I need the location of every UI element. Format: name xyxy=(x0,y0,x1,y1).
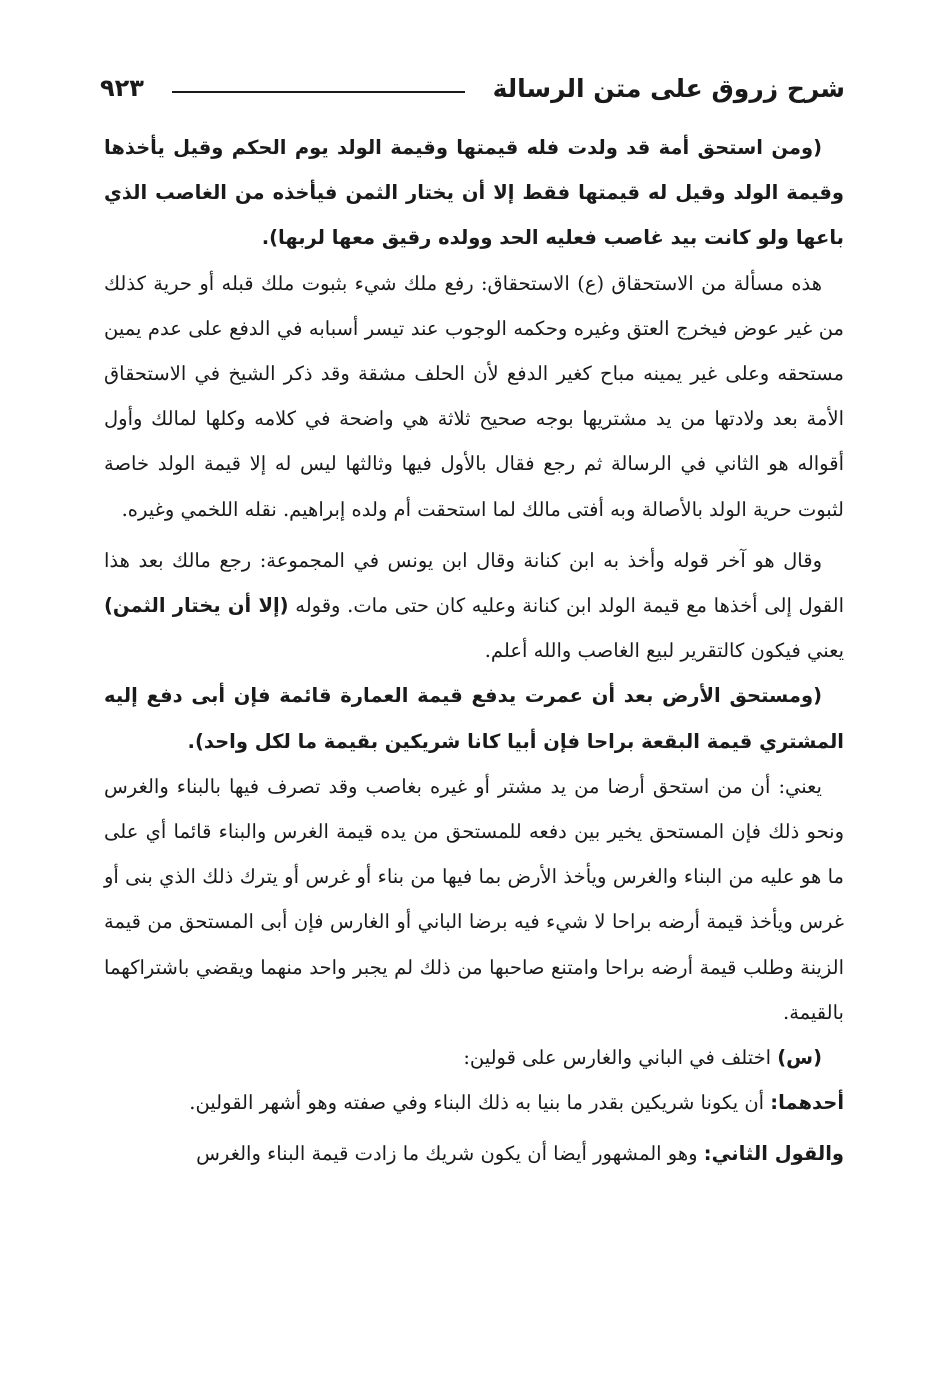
commentary-paragraph-4 xyxy=(104,1035,844,1080)
commentary-text: وقال هو آخر قوله وأخذ به ابن كنانة وقال ابن يونس في المجموعة: رجع مالك بعد هذا القول إلى أخذها مع قيمة الولد ابن كنانة وعليه كان حتى مات. وقوله xyxy=(104,548,844,618)
matn-text: (ومن استحق أمة قد ولدت فله قيمتها وقيمة الولد يوم الحكم وقيل يأخذها وقيمة الولد وقيل له قيمتها فقط إلا أن يختار الثمن فيأخذه من الغاصب الذي باعها ولو كانت بيد غاصب فعليه الحد وولده رقيق معها لربها). xyxy=(104,136,844,250)
source-marker: (س) xyxy=(777,1046,822,1070)
quoted-matn: (إلا أن يختار الثمن) xyxy=(104,594,289,618)
commentary-text: يعني فيكون كالتقرير لبيع الغاصب والله أعلم. xyxy=(484,639,844,663)
page-body xyxy=(104,125,844,1177)
commentary-text: هذه مسألة من الاستحقاق (ع) الاستحقاق: رفع ملك شيء بثبوت ملك قبله أو حرية كذلك من غير عوض فيخرج العتق وغيره وحكمه الوجوب عند تيسر أسبابه في الدفع على عدم يمين مستحقه وعلى غير يمينه مباح كغير الدفع لأن الحلف مشقة وقد ذكر الشيخ في الاستحقاق الأمة بعد ولادتها من يد مشتريها بوجه صحيح ثلاثة هي واضحة في كلامه وكلها لمالك وأول أقواله هو الثاني في الرسالة ثم رجع فقال بالأول فيها وثالثها ليس له إلا قيمة الولد خاصة لثبوت حرية الولد بالأصالة وبه أفتى مالك لما استحقت أم ولده إبراهيم. نقله اللخمي وغيره. xyxy=(104,271,844,521)
matn-text: (ومستحق الأرض بعد أن عمرت يدفع قيمة العمارة قائمة فإن أبى دفع إليه المشتري قيمة البقعة براحا فإن أبيا كانا شريكين بقيمة ما لكل واحد). xyxy=(104,684,844,753)
running-header xyxy=(100,68,845,108)
commentary-paragraph-3 xyxy=(104,764,844,1035)
commentary-paragraph-6 xyxy=(104,1131,844,1176)
commentary-text: يعني: أن من استحق أرضا من يد مشتر أو غيره بغاصب وقد تصرف فيها بالبناء والغرس ونحو ذلك فإن المستحق يخير بين دفعه للمستحق من يده قيمة الغرس والبناء قائما أي على ما هو عليه من البناء والغرس ويأخذ الأرض بما فيها من بناء أو غرس أو يترك ذلك الذي بنى أو غرس ويأخذ قيمة أرضه براحا لا شيء فيه برضا الباني أو الغارس فإن أبى المستحق من قيمة الزينة وطلب قيمة أرضه براحا وامتنع صاحبها من ذلك لم يجبر واحد منهما ويقضي باشتراكهما بالقيمة. xyxy=(104,774,844,1024)
opinion-label: أحدهما: xyxy=(770,1091,844,1115)
commentary-paragraph-1 xyxy=(104,261,844,532)
commentary-paragraph-5 xyxy=(104,1080,844,1125)
opinion-label: والقول الثاني: xyxy=(703,1142,844,1166)
commentary-text: وهو المشهور أيضا أن يكون شريك ما زادت قيمة البناء والغرس xyxy=(196,1142,704,1166)
commentary-text: أن يكونا شريكين بقدر ما بنيا به ذلك البناء وفي صفته وهو أشهر القولين. xyxy=(189,1091,771,1115)
commentary-paragraph-2 xyxy=(104,538,844,674)
commentary-text: اختلف في الباني والغارس على قولين: xyxy=(463,1046,778,1070)
header-rule xyxy=(172,91,465,93)
page-number: ٩٢٣ xyxy=(100,74,144,102)
book-title: شرح زروق على متن الرسالة xyxy=(492,73,845,103)
matn-paragraph-1 xyxy=(104,125,844,261)
matn-paragraph-2 xyxy=(104,673,844,763)
